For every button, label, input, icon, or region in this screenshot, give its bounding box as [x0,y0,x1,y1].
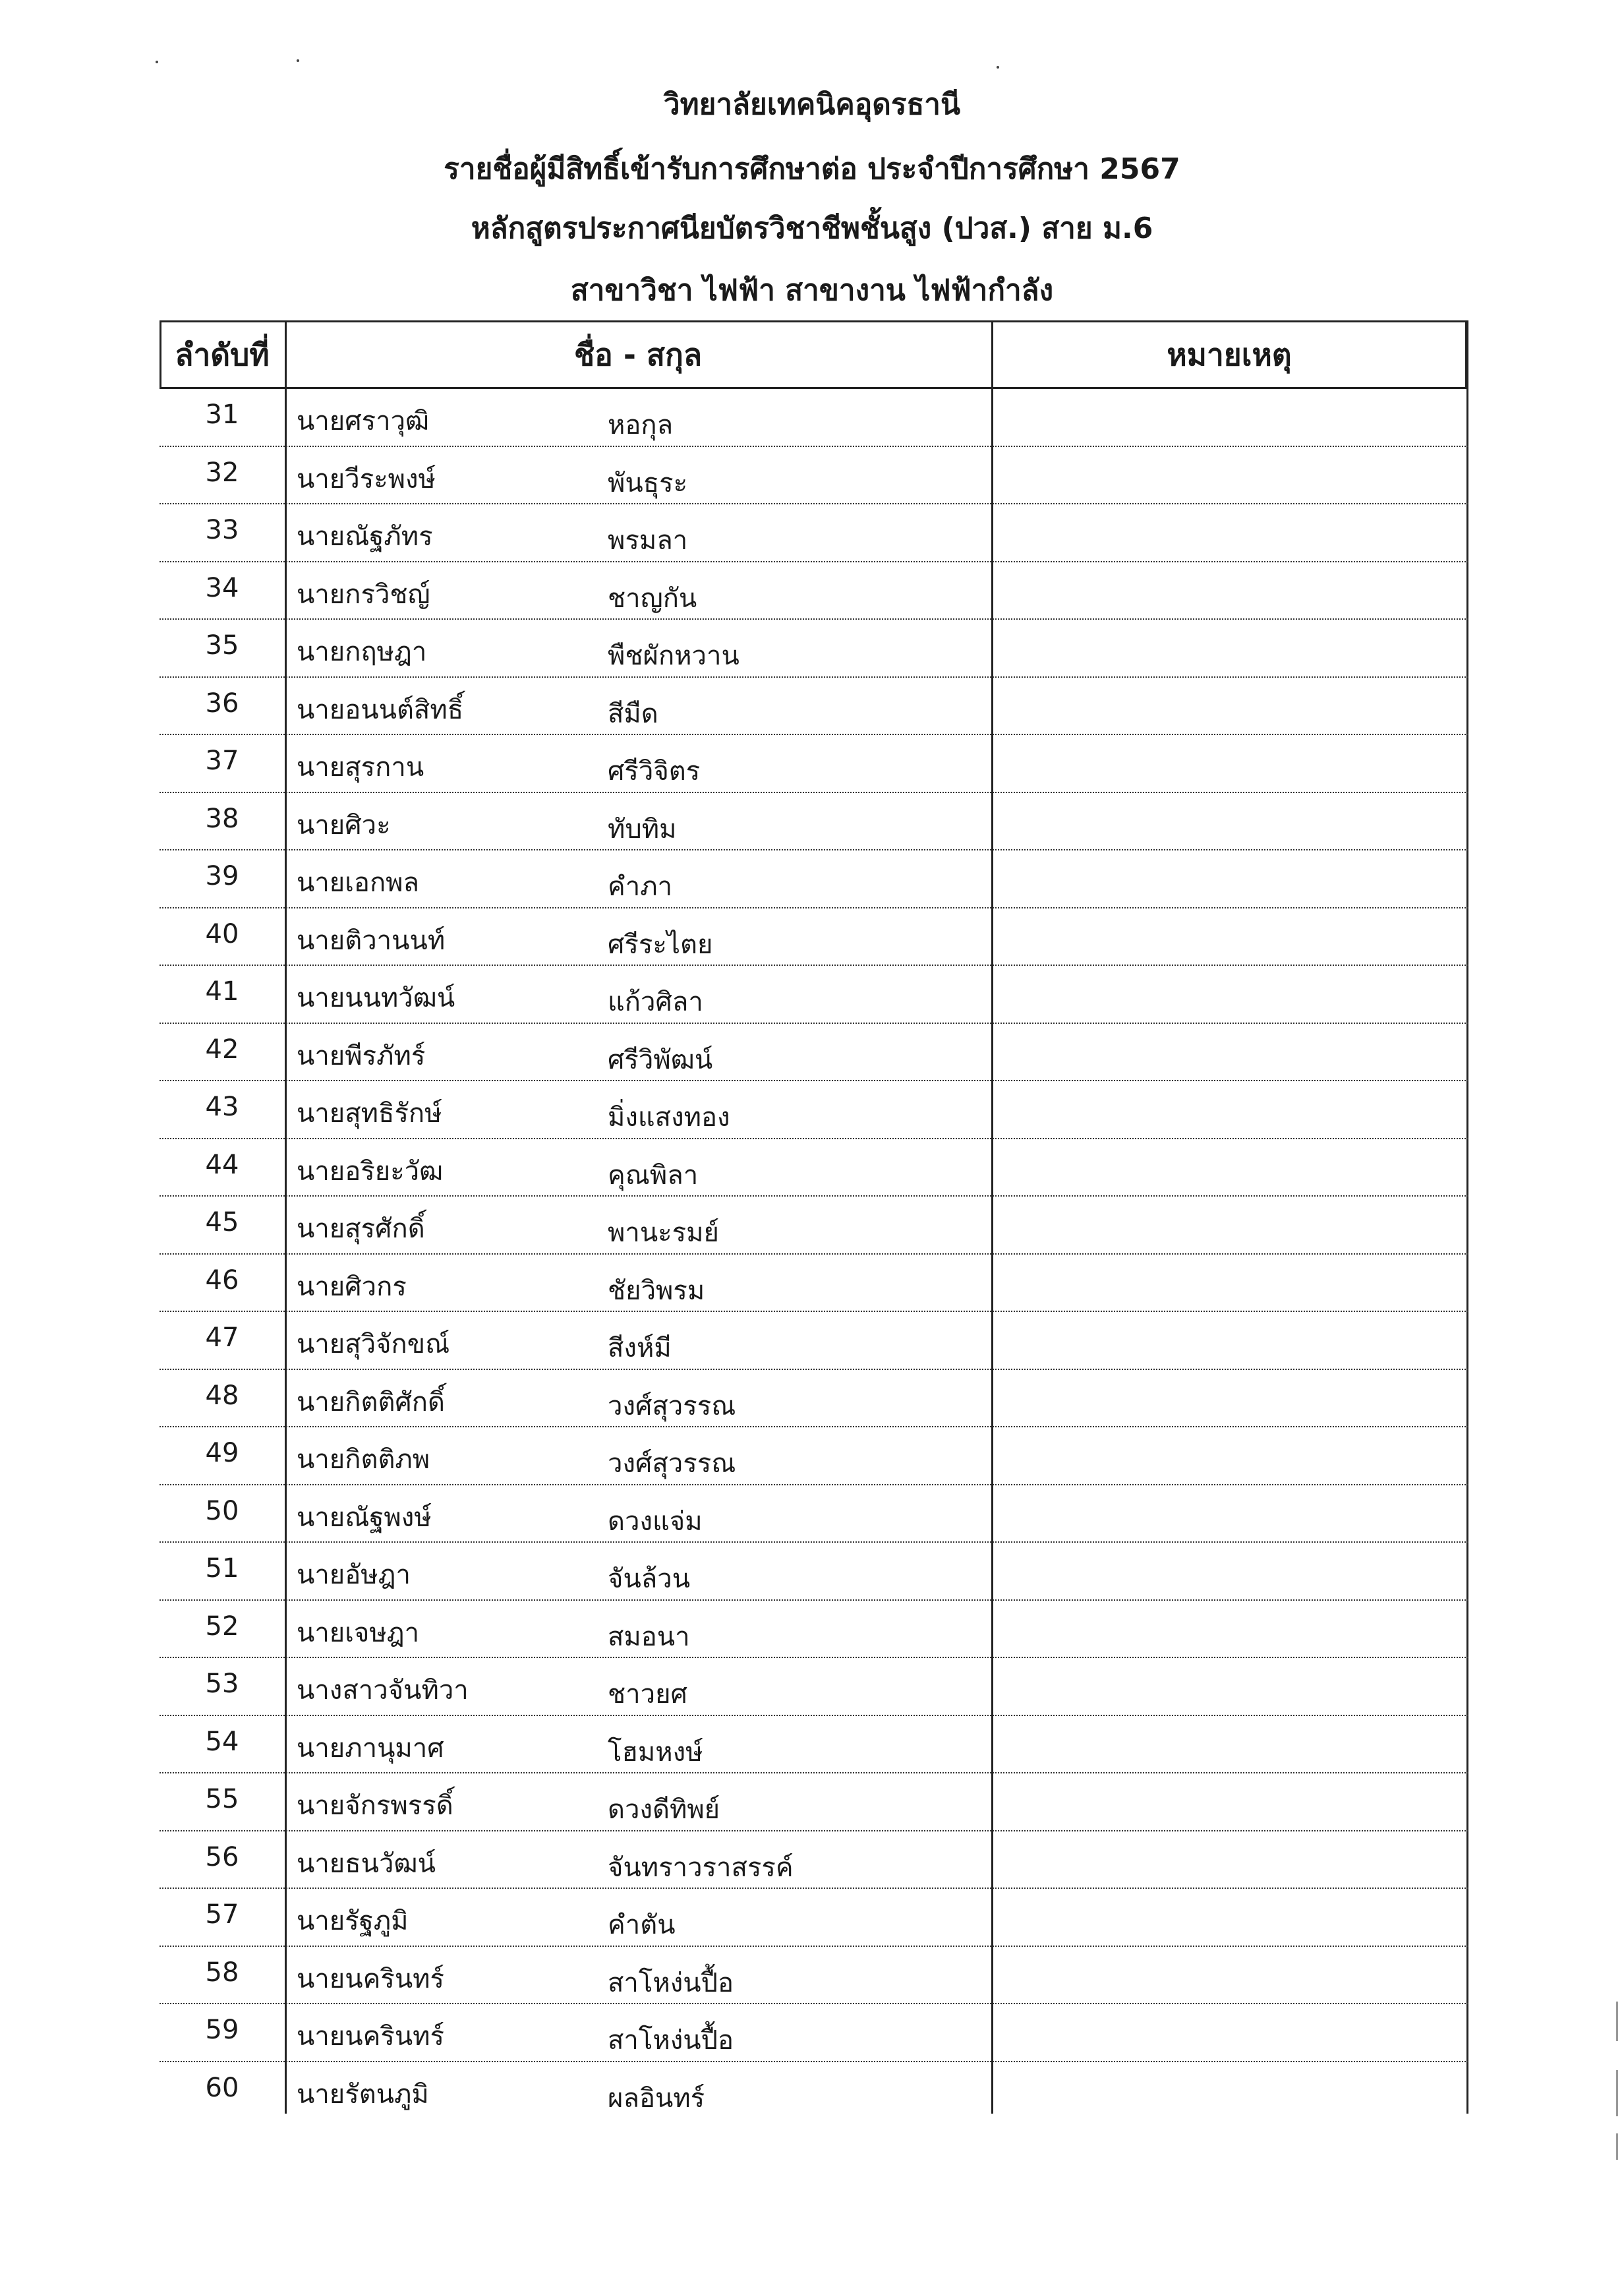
table-row [160,620,1468,678]
row-number: 49 [205,1438,239,1468]
table-row [160,908,1468,966]
table-row [160,562,1468,620]
row-number: 45 [205,1207,239,1237]
first-name: นายกิตติศักดิ์ [297,1386,445,1417]
column-header-remark: หมายเหตุ [1167,337,1292,372]
first-name: นายศิวะ [297,810,391,841]
table-row [160,1773,1468,1831]
row-number: 53 [205,1669,239,1699]
column-header-name: ชื่อ - สกุล [573,337,703,372]
last-name: หอกุล [608,410,674,440]
first-name: นายอริยะวัฒ [297,1156,444,1187]
first-name: นายจักรพรรดิ์ [297,1791,453,1821]
first-name: นายณัฐพงษ์ [297,1502,432,1533]
table-row [160,1716,1468,1774]
row-number: 32 [205,457,239,488]
row-number: 55 [205,1784,239,1814]
table-row [160,850,1468,908]
last-name: ผลอินทร์ [608,2083,705,2114]
table-row [160,1081,1468,1139]
first-name: นายนครินทร์ [297,2021,445,2052]
last-name: ทับทิม [608,814,677,845]
first-name: นางสาวจันทิวา [297,1675,469,1706]
first-name: นายสุทธิรักษ์ [297,1098,442,1129]
first-name: นายศิวกร [297,1271,407,1302]
table-row [160,1947,1468,2005]
last-name: พานะรมย์ [608,1218,719,1248]
table-row [160,447,1468,505]
first-name: นายสุวิจักขณ์ [297,1329,450,1359]
table-row [160,1658,1468,1716]
last-name: ศรีวิจิตร [608,756,701,787]
table-row [160,504,1468,562]
row-number: 56 [205,1841,239,1872]
first-name: นายอนนต์สิทธิ์ [297,694,464,725]
last-name: มิ่งแสงทอง [608,1102,730,1133]
last-name: สาโหง่นปื้อ [608,2025,734,2056]
first-name: นายกิตติภพ [297,1444,430,1475]
first-name: นายพีรภัทร์ [297,1040,426,1071]
last-name: วงศ์สุวรรณ [608,1448,736,1479]
first-name: นายณัฐภัทร [297,521,433,552]
last-name: ดวงแจ่ม [608,1506,703,1537]
row-number: 35 [205,630,239,661]
table-row [160,2062,1468,2120]
last-name: พรมลา [608,525,688,556]
last-name: จันล้วน [608,1564,691,1594]
document-subtitle: รายชื่อผู้มีสิทธิ์เข้ารับการศึกษาต่อ ประจำปีการศึกษา 2567 [444,152,1180,186]
first-name: นายเอกพล [297,868,420,898]
last-name: วงศ์สุวรรณ [608,1390,736,1421]
row-number: 47 [205,1323,239,1353]
first-name: นายธนวัฒน์ [297,1848,436,1879]
last-name: คำตัน [608,1910,676,1940]
row-number: 48 [205,1380,239,1411]
first-name: นายอัษฎา [297,1560,411,1590]
last-name: ศรีระไตย [608,929,713,960]
row-number: 57 [205,1899,239,1930]
last-name: สีมืด [608,698,658,729]
last-name: โฮมหงษ์ [608,1737,703,1768]
row-number: 60 [205,2072,239,2103]
first-name: นายสุรศักดิ์ [297,1214,425,1244]
table-row [160,966,1468,1024]
row-number: 37 [205,746,239,776]
row-number: 51 [205,1553,239,1584]
row-number: 58 [205,1957,239,1988]
student-list-table [160,320,1468,2114]
scan-edge-mark [1616,2133,1618,2160]
scan-speck [156,61,158,63]
row-number: 39 [205,861,239,891]
scan-edge-mark [1616,2002,1618,2041]
last-name: สีงห์มี [608,1333,672,1363]
row-number: 41 [205,976,239,1007]
last-name: คุณพิลา [608,1160,699,1191]
first-name: นายรัตนภูมิ [297,2079,429,2110]
table-row [160,1485,1468,1543]
last-name: จันทราวราสรรค์ [608,1852,794,1883]
scan-speck [297,59,299,62]
first-name: นายวีระพงษ์ [297,463,436,494]
first-name: นายติวานนท์ [297,925,446,956]
scan-edge-mark [1616,2070,1618,2116]
scan-speck [997,66,999,69]
first-name: นายศราวุฒิ [297,406,430,436]
row-number: 31 [205,400,239,430]
first-name: นายสุรกาน [297,752,424,783]
row-number: 36 [205,688,239,719]
last-name: สาโหง่นปื้อ [608,1967,734,1998]
first-name: นายนนทวัฒน์ [297,983,455,1013]
last-name: ชาญกัน [608,583,697,614]
row-number: 46 [205,1264,239,1295]
last-name: พันธุระ [608,467,688,498]
first-name: นายรัฐภูมิ [297,1906,409,1936]
table-row [160,1370,1468,1428]
row-number: 44 [205,1149,239,1180]
last-name: ศรีวิพัฒน์ [608,1044,713,1075]
column-header-number: ลำดับที่ [175,337,270,372]
table-row [160,389,1468,447]
last-name: สมอนา [608,1621,690,1652]
table-row [160,1601,1468,1659]
last-name: ชัยวิพรม [608,1275,705,1306]
last-name: ชาวยศ [608,1679,687,1709]
table-row [160,1889,1468,1947]
first-name: นายนครินทร์ [297,1963,445,1994]
last-name: แก้วศิลา [608,987,703,1017]
row-number: 38 [205,803,239,834]
row-number: 40 [205,918,239,949]
table-row [160,1197,1468,1255]
row-number: 50 [205,1495,239,1526]
table-row [160,735,1468,793]
table-row [160,793,1468,851]
first-name: นายภานุมาศ [297,1733,444,1764]
row-number: 42 [205,1034,239,1065]
department-title: สาขาวิชา ไฟฟ้า สาขางาน ไฟฟ้ากำลัง [570,274,1054,307]
program-title: หลักสูตรประกาศนียบัตรวิชาชีพชั้นสูง (ปวส.) สาย ม.6 [471,212,1153,245]
table-row [160,1831,1468,1889]
row-number: 59 [205,2015,239,2045]
page-title: วิทยาลัยเทคนิคอุดรธานี [663,88,961,121]
row-number: 43 [205,1092,239,1122]
last-name: ดวงดีทิพย์ [608,1795,720,1825]
first-name: นายกฤษฎา [297,637,427,667]
row-number: 52 [205,1611,239,1642]
table-row [160,1024,1468,1082]
table-row [160,1427,1468,1485]
table-row [160,1139,1468,1197]
table-row [160,1543,1468,1601]
first-name: นายกรวิชญ์ [297,579,430,610]
first-name: นายเจษฎา [297,1617,420,1648]
last-name: คำภา [608,872,673,902]
table-row [160,1312,1468,1370]
last-name: พืชผักหวาน [608,641,740,671]
table-row [160,2004,1468,2062]
row-number: 34 [205,572,239,603]
row-number: 54 [205,1726,239,1757]
table-row [160,1255,1468,1313]
row-number: 33 [205,515,239,545]
table-row [160,678,1468,736]
